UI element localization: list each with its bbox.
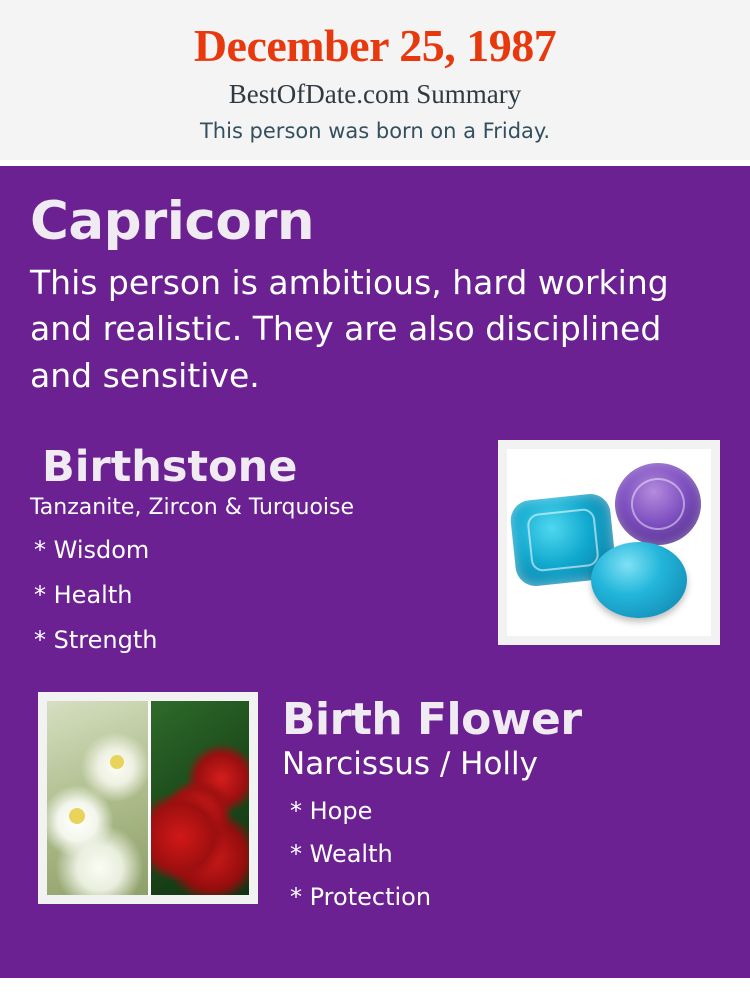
birthstone-photo — [498, 440, 720, 645]
content-panel — [0, 166, 750, 978]
birthflower-photo — [38, 692, 258, 904]
list-item: * Hope — [290, 796, 373, 825]
birth-day-note: This person was born on a Friday. — [199, 118, 551, 143]
site-name: BestOfDate.com Summary — [228, 79, 522, 110]
birthstone-title: Birthstone — [42, 442, 298, 493]
birthstone-traits-list — [30, 535, 470, 654]
list-item: * Wealth — [290, 839, 393, 868]
birthflower-traits-list — [282, 796, 720, 911]
header — [0, 0, 750, 166]
birthflower-photo-inner — [47, 701, 249, 895]
list-item: * Strength — [34, 625, 158, 654]
holly-image — [148, 701, 249, 895]
page-title: December 25, 1987 — [193, 20, 557, 71]
zodiac-description: This person is ambitious, hard working and realistic. They are also disciplined and sensitive. — [30, 262, 669, 396]
list-item: * Health — [34, 580, 133, 609]
gem-cabochon-icon — [591, 542, 687, 618]
birthflower-title: Birth Flower — [282, 694, 582, 746]
gem-round-icon — [615, 463, 701, 545]
list-item: * Wisdom — [34, 535, 150, 564]
birthstone-names: Tanzanite, Zircon & Turquoise — [30, 495, 355, 521]
list-item: * Protection — [290, 882, 432, 911]
birthflower-section — [30, 692, 720, 942]
narcissus-image — [47, 701, 148, 895]
birthstone-photo-inner — [507, 449, 711, 636]
zodiac-sign-title: Capricorn — [30, 190, 315, 252]
birthflower-text — [282, 692, 720, 909]
birthstone-text — [30, 444, 470, 652]
birthstone-section — [30, 444, 720, 674]
birthflower-names: Narcissus / Holly — [282, 745, 539, 782]
